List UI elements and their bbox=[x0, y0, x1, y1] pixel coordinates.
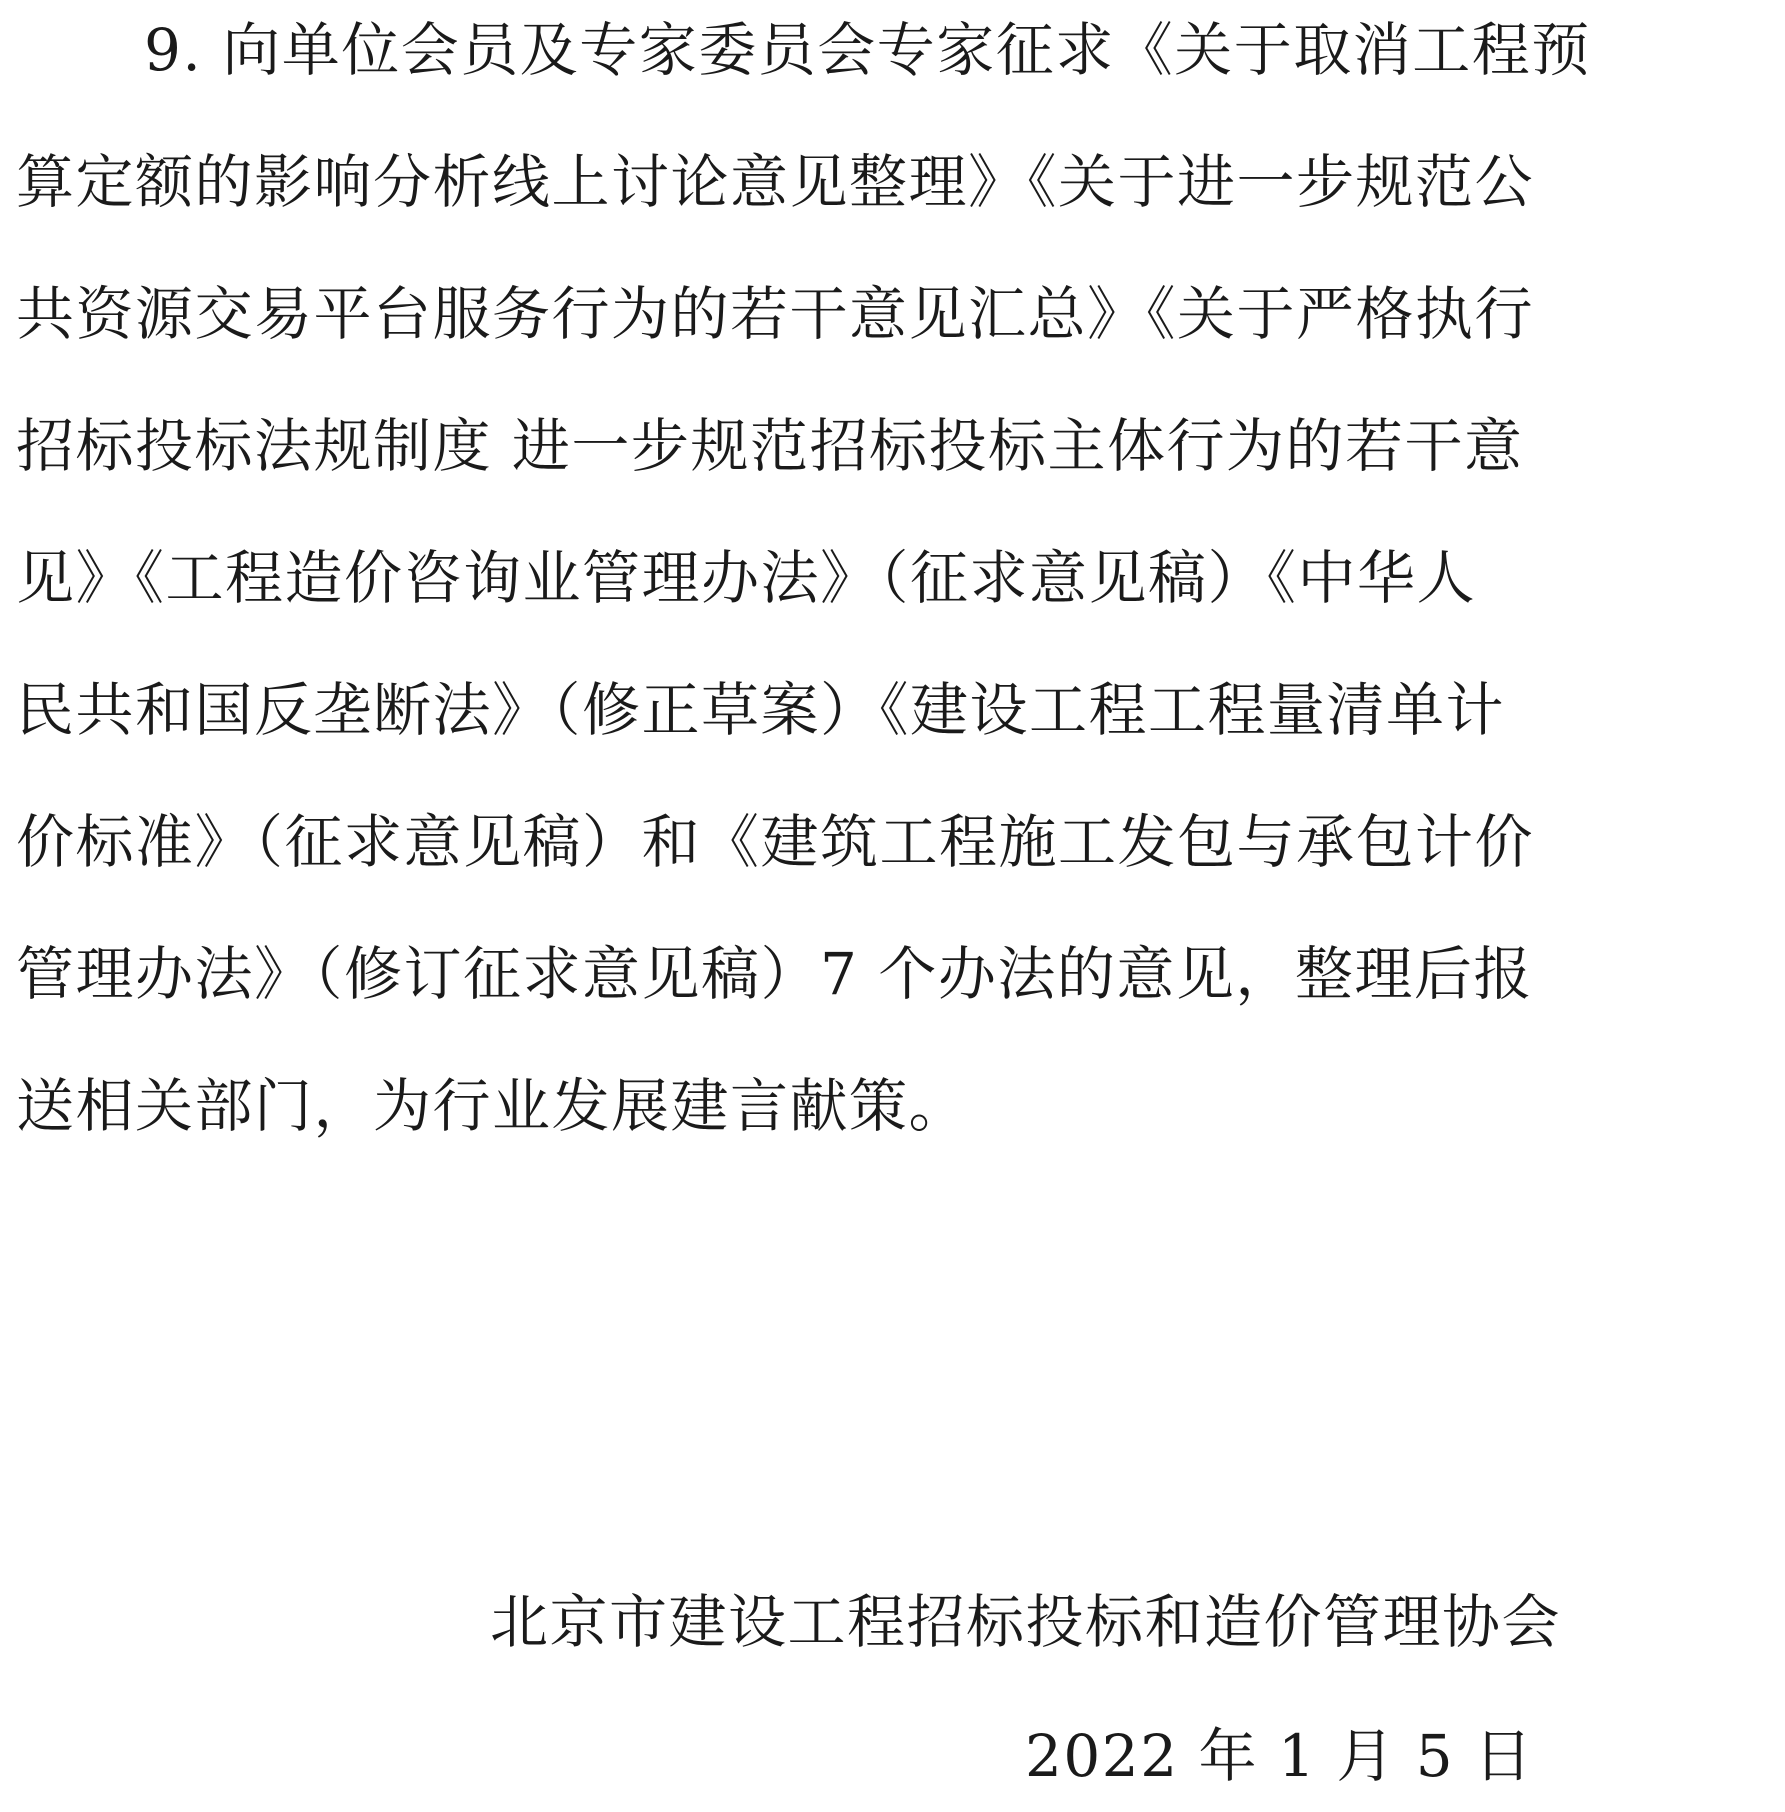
paragraph-line: 见》《工程造价咨询业管理办法》（征求意见稿）《中华人 bbox=[16, 544, 1477, 612]
paragraph-line: 招标投标法规制度 进一步规范招标投标主体行为的若干意 bbox=[16, 412, 1524, 480]
paragraph-line: 民共和国反垄断法》（修正草案）《建设工程工程量清单计 bbox=[16, 676, 1506, 744]
paragraph-line: 送相关部门，为行业发展建言献策。 bbox=[16, 1072, 969, 1140]
body-paragraph-item-9 bbox=[16, 0, 1768, 1188]
issuer-signature: 北京市建设工程招标投标和造价管理协会 bbox=[490, 1588, 1562, 1656]
paragraph-line: 共资源交易平台服务行为的若干意见汇总》《关于严格执行 bbox=[16, 280, 1535, 348]
issue-date: 2022 年 1 月 5 日 bbox=[1025, 1722, 1534, 1790]
paragraph-line: 9. 向单位会员及专家委员会专家征求《关于取消工程预 bbox=[144, 16, 1591, 84]
paragraph-line: 价标准》（征求意见稿）和《建筑工程施工发包与承包计价 bbox=[16, 808, 1535, 876]
paragraph-line: 算定额的影响分析线上讨论意见整理》《关于进一步规范公 bbox=[16, 148, 1535, 216]
paragraph-line: 管理办法》（修订征求意见稿）7 个办法的意见，整理后报 bbox=[16, 940, 1533, 1008]
